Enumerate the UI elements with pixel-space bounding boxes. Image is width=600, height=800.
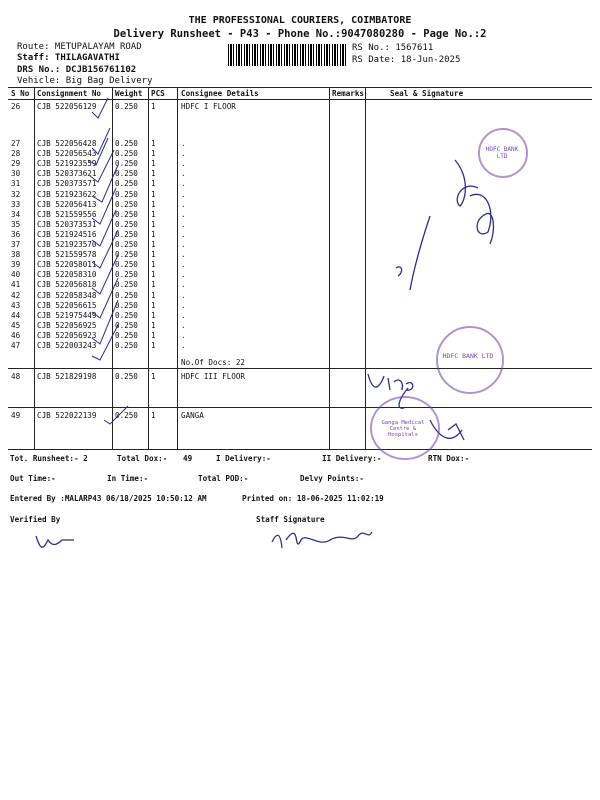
row-consignee: . <box>181 330 186 340</box>
table-header-border <box>8 99 592 100</box>
row-weight: 0.250 <box>115 290 138 300</box>
row-consignment: CJB 520373531 <box>37 219 97 229</box>
row-weight: 0.250 <box>115 159 138 169</box>
row-sno: 44 <box>11 310 21 320</box>
row-pcs: 1 <box>151 229 156 239</box>
row-sno: 28 <box>11 149 21 159</box>
row-sno: 26 <box>11 102 21 111</box>
row-consignment: CJB 520373571 <box>37 179 97 189</box>
row-consignment: CJB 522056923 <box>37 330 97 340</box>
no-of-docs: No.Of Docs: 22 <box>181 358 246 367</box>
row-consignment: CJB 522056615 <box>37 300 97 310</box>
row-weight: 0.250 <box>115 179 138 189</box>
row-sno: 34 <box>11 209 21 219</box>
drs-label: DRS No.: DCJB156761102 <box>17 65 137 75</box>
hdfc-stamp-2-text: HDFC BANK LTD <box>442 352 494 360</box>
row-consignment: CJB 522022139 <box>37 411 97 420</box>
row-consignee: . <box>181 209 186 219</box>
row-pcs: 1 <box>151 270 156 280</box>
row-pcs: 1 <box>151 179 156 189</box>
printed-on: Printed on: 18-06-2025 11:02:19 <box>242 494 384 503</box>
out-time: Out Time:- <box>10 474 56 483</box>
row-weight: 0.250 <box>115 229 138 239</box>
row-consignment: CJB 521829198 <box>37 372 97 381</box>
row-weight: 0.250 <box>115 411 138 420</box>
ganga-stamp-text: Ganga Medical Centre & Hospitals <box>381 420 425 438</box>
row-sno: 48 <box>11 372 21 381</box>
row-pcs: 1 <box>151 209 156 219</box>
row-weight: 0.250 <box>115 149 138 159</box>
row-consignment: CJB 522003243 <box>37 341 97 350</box>
row-sno: 42 <box>11 290 21 300</box>
row-sno: 36 <box>11 229 21 239</box>
row-consignee: . <box>181 270 186 280</box>
row-weight: 0.250 <box>115 372 138 381</box>
row-pcs: 1 <box>151 199 156 209</box>
row-sno: 49 <box>11 411 21 420</box>
row-sno: 29 <box>11 159 21 169</box>
col-divider <box>177 87 178 449</box>
table-bottom-border <box>8 449 592 450</box>
row-pcs: 1 <box>151 189 156 199</box>
row-weight: 0.250 <box>115 102 138 111</box>
row-consignee: . <box>181 179 186 189</box>
row-pcs: 1 <box>151 149 156 159</box>
row-consignment: CJB 522058348 <box>37 290 97 300</box>
total-dox-value: 49 <box>183 454 193 463</box>
rs-number: RS No.: 1567611 <box>352 43 434 53</box>
group-separator <box>8 368 592 369</box>
verified-by: Verified By <box>10 515 61 524</box>
row-consignment: CJB 521923559 <box>37 159 97 169</box>
row-consignment: CJB 521923570 <box>37 240 97 249</box>
hdfc-stamp-1-text: HDFC BANK LTD <box>485 146 519 160</box>
row-consignment: CJB 522056818 <box>37 280 97 290</box>
row-pcs: 1 <box>151 260 156 270</box>
row-sno: 37 <box>11 240 21 249</box>
row-pcs: 1 <box>151 250 156 260</box>
rtn-dox: RTN Dox:- <box>428 454 470 463</box>
entered-by: Entered By :MALARP43 06/18/2025 10:50:12 AM <box>10 494 207 503</box>
row-sno: 38 <box>11 250 21 260</box>
in-time: In Time:- <box>107 474 149 483</box>
row-pcs: 1 <box>151 341 156 350</box>
col-divider <box>34 87 35 449</box>
row-sno: 33 <box>11 199 21 209</box>
row-consignment: CJB 522056428 <box>37 139 97 148</box>
row-consignee: . <box>181 169 186 179</box>
row-weight: 0.250 <box>115 169 138 179</box>
row-weight: 0.250 <box>115 320 138 330</box>
row-sno: 35 <box>11 219 21 229</box>
row-weight: 0.250 <box>115 240 138 249</box>
col-divider <box>365 87 366 449</box>
row-consignee: . <box>181 280 186 290</box>
delvy-points: Delvy Points:- <box>300 474 365 483</box>
row-sno: 45 <box>11 320 21 330</box>
row-weight: 0.250 <box>115 250 138 260</box>
row-sno: 27 <box>11 139 21 148</box>
row-sno: 43 <box>11 300 21 310</box>
group-separator <box>8 407 592 408</box>
row-sno: 47 <box>11 341 21 350</box>
row-weight: 0.250 <box>115 209 138 219</box>
row-weight: 0.250 <box>115 270 138 280</box>
row-consignment: CJB 522058011 <box>37 260 97 270</box>
row-weight: 0.250 <box>115 330 138 340</box>
hdfc-stamp-2 <box>436 326 504 394</box>
row-sno: 39 <box>11 260 21 270</box>
row-consignment: CJB 522056543 <box>37 149 97 159</box>
table-top-border <box>8 87 592 88</box>
row-consignment: CJB 522056129 <box>37 102 97 111</box>
row-weight: 0.250 <box>115 300 138 310</box>
row-consignment: CJB 522056413 <box>37 199 97 209</box>
row-consignee: . <box>181 139 186 148</box>
row-consignee: . <box>181 310 186 320</box>
row-pcs: 1 <box>151 240 156 249</box>
vehicle-label: Vehicle: Big Bag Delivery <box>17 76 153 86</box>
row-pcs: 1 <box>151 102 156 111</box>
row-sno: 32 <box>11 189 21 199</box>
ii-delivery: II Delivery:- <box>322 454 382 463</box>
col-sno: S No <box>11 89 30 98</box>
row-consignment: CJB 522058310 <box>37 270 97 280</box>
row-consignee: GANGA <box>181 411 204 420</box>
row-sno: 31 <box>11 179 21 189</box>
row-consignee: . <box>181 320 186 330</box>
total-pod: Total POD:- <box>198 474 249 483</box>
row-weight: 0.250 <box>115 280 138 290</box>
row-consignee: . <box>181 199 186 209</box>
row-consignee: . <box>181 250 186 260</box>
row-consignment: CJB 521559556 <box>37 209 97 219</box>
row-consignee: . <box>181 260 186 270</box>
row-pcs: 1 <box>151 139 156 148</box>
row-weight: 0.250 <box>115 219 138 229</box>
row-weight: 0.250 <box>115 139 138 148</box>
col-divider <box>329 87 330 449</box>
row-consignee: . <box>181 341 186 350</box>
row-pcs: 1 <box>151 300 156 310</box>
row-pcs: 1 <box>151 159 156 169</box>
row-sno: 41 <box>11 280 21 290</box>
row-weight: 0.250 <box>115 199 138 209</box>
row-sno: 30 <box>11 169 21 179</box>
col-weight: Weight <box>115 89 143 98</box>
col-divider <box>148 87 149 449</box>
row-consignment: CJB 522056925 <box>37 320 97 330</box>
row-pcs: 1 <box>151 411 156 420</box>
row-consignee: . <box>181 149 186 159</box>
row-consignment: CJB 521924516 <box>37 229 97 239</box>
row-pcs: 1 <box>151 310 156 320</box>
row-consignee: . <box>181 189 186 199</box>
row-pcs: 1 <box>151 280 156 290</box>
company-title: THE PROFESSIONAL COURIERS, COIMBATORE <box>188 15 412 26</box>
col-remarks: Remarks <box>332 89 365 98</box>
row-consignee: . <box>181 219 186 229</box>
row-sno: 46 <box>11 330 21 340</box>
col-divider <box>112 87 113 449</box>
row-consignee: HDFC I FLOOR <box>181 102 236 111</box>
row-consignee: . <box>181 229 186 239</box>
row-weight: 0.250 <box>115 260 138 270</box>
row-consignee: . <box>181 159 186 169</box>
row-sno: 40 <box>11 270 21 280</box>
col-seal: Seal & Signature <box>390 89 464 98</box>
row-weight: 0.250 <box>115 310 138 320</box>
col-pcs: PCS <box>151 89 165 98</box>
tot-runsheet: Tot. Runsheet:- 2 <box>10 454 88 463</box>
row-weight: 0.250 <box>115 189 138 199</box>
row-consignment: CJB 521559578 <box>37 250 97 260</box>
row-pcs: 1 <box>151 219 156 229</box>
col-consignee: Consignee Details <box>181 89 259 98</box>
row-consignee: HDFC III FLOOR <box>181 372 246 381</box>
staff-signature-label: Staff Signature <box>256 515 325 524</box>
row-pcs: 1 <box>151 372 156 381</box>
total-dox-label: Total Dox:- <box>117 454 168 463</box>
runsheet-subtitle: Delivery Runsheet - P43 - Phone No.:9047080280 - Page No.:2 <box>113 28 487 40</box>
row-pcs: 1 <box>151 169 156 179</box>
row-consignee: . <box>181 240 186 249</box>
row-pcs: 1 <box>151 290 156 300</box>
staff-label: Staff: THILAGAVATHI <box>17 53 120 63</box>
barcode <box>228 44 346 66</box>
col-consignment: Consignment No <box>37 89 102 98</box>
row-consignee: . <box>181 300 186 310</box>
row-consignee: . <box>181 290 186 300</box>
row-weight: 0.250 <box>115 341 138 350</box>
route-label: Route: METUPALAYAM ROAD <box>17 42 142 52</box>
rs-date: RS Date: 18-Jun-2025 <box>352 55 461 65</box>
row-consignment: CJB 521923622 <box>37 189 97 199</box>
row-pcs: 1 <box>151 330 156 340</box>
i-delivery: I Delivery:- <box>216 454 271 463</box>
row-pcs: 1 <box>151 320 156 330</box>
row-consignment: CJB 520373621 <box>37 169 97 179</box>
row-consignment: CJB 521975449 <box>37 310 97 320</box>
